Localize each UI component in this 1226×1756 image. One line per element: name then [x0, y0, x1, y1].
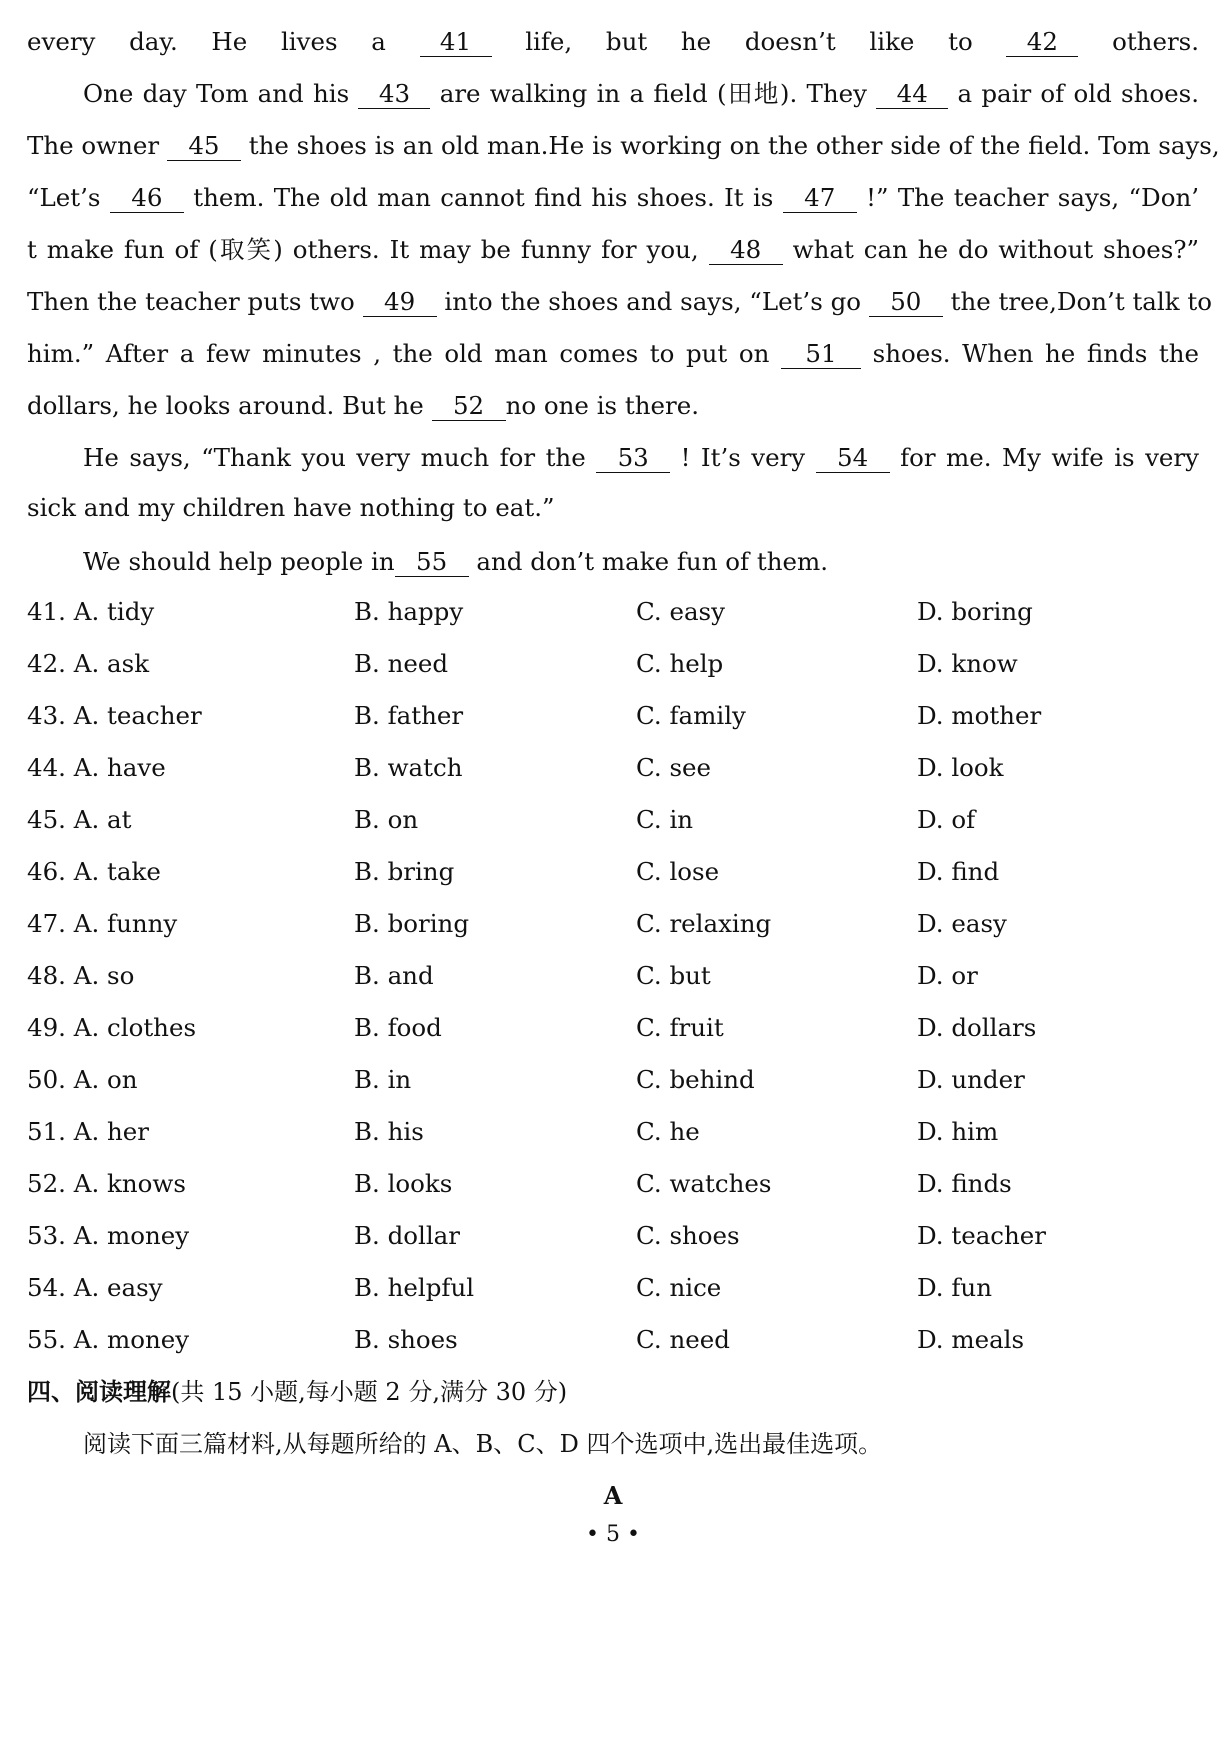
option-a: 55. A. money	[27, 1325, 190, 1354]
passage-text: others.	[1112, 27, 1200, 56]
passage-text: The owner	[27, 131, 160, 160]
option-b: B. and	[354, 961, 434, 990]
passage-text: t make fun of (取笑) others. It may be funny for you,	[27, 235, 699, 264]
option-b: B. father	[354, 701, 464, 730]
option-b: B. in	[354, 1065, 412, 1094]
option-b: B. on	[354, 805, 419, 834]
option-a: 48. A. so	[27, 961, 135, 990]
blank-50: 50	[869, 288, 943, 317]
option-b: B. helpful	[354, 1273, 475, 1302]
passage-text: One day Tom and his	[83, 79, 350, 108]
passage-text: sick and my children have nothing to eat.”	[27, 493, 555, 522]
option-a: 46. A. take	[27, 857, 161, 886]
passage-text: !” The teacher says, “Don’	[866, 183, 1200, 212]
option-b: B. bring	[354, 857, 455, 886]
passage-text: every day. He lives a	[27, 27, 386, 56]
passage-text: for me. My wife is very	[900, 443, 1199, 472]
blank-53: 53	[596, 444, 670, 473]
option-d: D. mother	[917, 701, 1042, 730]
blank-44: 44	[876, 80, 948, 109]
option-a: 49. A. clothes	[27, 1013, 197, 1042]
option-a: 45. A. at	[27, 805, 132, 834]
section-heading-label: 四、阅读理解	[27, 1378, 171, 1406]
option-b: B. happy	[354, 597, 464, 626]
option-c: C. in	[636, 805, 694, 834]
option-c: C. lose	[636, 857, 720, 886]
blank-47: 47	[783, 184, 857, 213]
blank-51: 51	[781, 340, 861, 369]
option-d: D. finds	[917, 1169, 1012, 1198]
option-a: 53. A. money	[27, 1221, 190, 1250]
option-d: D. boring	[917, 597, 1033, 626]
passage-line-3	[27, 131, 1220, 161]
option-a: 44. A. have	[27, 753, 166, 782]
section-heading-note: (共 15 小题,每小题 2 分,满分 30 分)	[171, 1378, 568, 1406]
option-b: B. looks	[354, 1169, 453, 1198]
passage-text: what can he do without shoes?”	[792, 235, 1199, 264]
passage-text: dollars, he looks around. But he	[27, 391, 424, 420]
option-a: 51. A. her	[27, 1117, 150, 1146]
passage-text: a pair of old shoes.	[957, 79, 1199, 108]
option-b: B. food	[354, 1013, 442, 1042]
blank-54: 54	[816, 444, 890, 473]
option-c: C. fruit	[636, 1013, 724, 1042]
option-a: 43. A. teacher	[27, 701, 202, 730]
option-c: C. see	[636, 753, 712, 782]
option-a: 50. A. on	[27, 1065, 138, 1094]
passage-text: ! It’s very	[680, 443, 806, 472]
option-d: D. or	[917, 961, 978, 990]
passage-line-7	[27, 340, 1199, 369]
passage-text: them. The old man cannot find his shoes. It is	[193, 183, 774, 212]
passage-text: and don’t make fun of them.	[476, 547, 829, 576]
section-instruction: 阅读下面三篇材料,从每题所给的 A、B、C、D 四个选项中,选出最佳选项。	[83, 1430, 883, 1458]
option-a: 54. A. easy	[27, 1273, 163, 1302]
option-d: D. find	[917, 857, 1000, 886]
option-b: B. dollar	[354, 1221, 461, 1250]
option-c: C. shoes	[636, 1221, 740, 1250]
option-c: C. he	[636, 1117, 700, 1146]
passage-text: life, but he doesn’t like to	[525, 27, 973, 56]
option-b: B. watch	[354, 753, 463, 782]
option-a: 42. A. ask	[27, 649, 150, 678]
option-b: B. need	[354, 649, 449, 678]
option-d: D. fun	[917, 1273, 992, 1302]
passage-text: shoes. When he finds the	[872, 339, 1199, 368]
option-d: D. look	[917, 753, 1004, 782]
passage-line-1	[27, 28, 1199, 57]
blank-48: 48	[709, 236, 783, 265]
passage-line-9	[27, 444, 1199, 473]
option-c: C. help	[636, 649, 724, 678]
passage-text: We should help people in	[83, 547, 395, 576]
section-heading	[27, 1380, 567, 1404]
passage-text: him.” After a few minutes , the old man comes to put on	[27, 339, 770, 368]
option-a: 52. A. knows	[27, 1169, 186, 1198]
option-d: D. meals	[917, 1325, 1025, 1354]
passage-text: the tree,Don’t talk to	[950, 287, 1212, 316]
option-a: 47. A. funny	[27, 909, 178, 938]
option-d: D. dollars	[917, 1013, 1037, 1042]
option-b: B. shoes	[354, 1325, 458, 1354]
option-d: D. teacher	[917, 1221, 1047, 1250]
passage-text: no one is there.	[505, 391, 700, 420]
passage-text: Then the teacher puts two	[27, 287, 355, 316]
passage-text: He says, “Thank you very much for the	[83, 443, 586, 472]
option-c: C. relaxing	[636, 909, 772, 938]
option-c: C. watches	[636, 1169, 772, 1198]
blank-45: 45	[167, 132, 241, 161]
passage-line-2	[27, 80, 1199, 109]
passage-line-6	[27, 287, 1212, 317]
passage-text: are walking in a field (田地). They	[439, 79, 867, 108]
passage-text: “Let’s	[27, 183, 101, 212]
option-c: C. behind	[636, 1065, 755, 1094]
option-c: C. but	[636, 961, 711, 990]
part-label: A	[603, 1481, 623, 1510]
option-d: D. know	[917, 649, 1018, 678]
blank-42: 42	[1006, 28, 1078, 57]
blank-52: 52	[432, 392, 506, 421]
option-d: D. him	[917, 1117, 999, 1146]
blank-55: 55	[395, 548, 469, 577]
passage-text: into the shoes and says, “Let’s go	[444, 287, 862, 316]
passage-line-8	[27, 392, 1199, 421]
page-number: • 5 •	[586, 1522, 640, 1547]
option-d: D. easy	[917, 909, 1007, 938]
passage-text: the shoes is an old man.He is working on the other side of the field. Tom says,	[248, 131, 1220, 160]
blank-46: 46	[110, 184, 184, 213]
blank-43: 43	[358, 80, 430, 109]
option-b: B. boring	[354, 909, 470, 938]
option-c: C. easy	[636, 597, 725, 626]
passage-line-10	[27, 493, 1199, 522]
passage-line-11	[27, 548, 1199, 577]
option-d: D. under	[917, 1065, 1025, 1094]
option-b: B. his	[354, 1117, 424, 1146]
option-c: C. nice	[636, 1273, 722, 1302]
option-c: C. family	[636, 701, 746, 730]
blank-49: 49	[363, 288, 437, 317]
option-a: 41. A. tidy	[27, 597, 155, 626]
option-c: C. need	[636, 1325, 730, 1354]
passage-line-5	[27, 236, 1199, 265]
blank-41: 41	[420, 28, 492, 57]
passage-line-4	[27, 184, 1199, 213]
option-d: D. of	[917, 805, 976, 834]
